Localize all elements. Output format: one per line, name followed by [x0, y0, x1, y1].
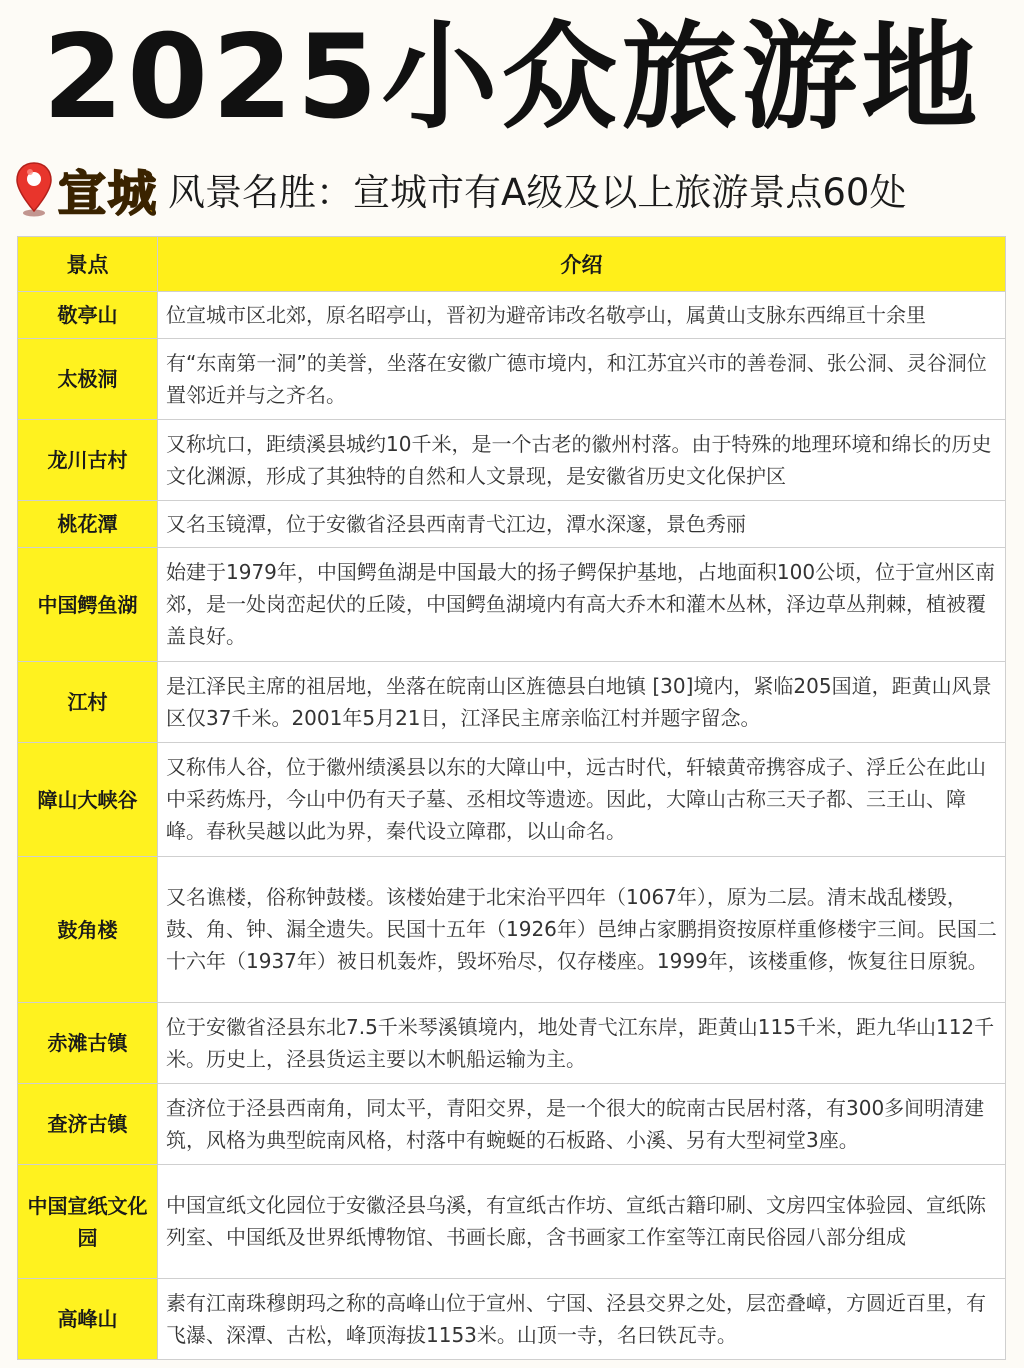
spot-description: 素有江南珠穆朗玛之称的高峰山位于宣州、宁国、泾县交界之处，层峦叠嶂，方圆近百里，有飞瀑、深潭、古松，峰顶海拔1153米。山顶一寺，名曰铁瓦寺。: [158, 1279, 1006, 1360]
table-row: [18, 743, 1006, 857]
table-row: [18, 548, 1006, 662]
table-row: [18, 662, 1006, 743]
column-header-intro: 介绍: [158, 237, 1006, 292]
spot-name: 赤滩古镇: [18, 1003, 158, 1084]
table-row: [18, 1165, 1006, 1279]
table-row: [18, 292, 1006, 339]
spot-name: 查济古镇: [18, 1084, 158, 1165]
spot-description: 又名谯楼，俗称钟鼓楼。该楼始建于北宋治平四年（1067年），原为二层。清末战乱楼毁，鼓、角、钟、漏全遗失。民国十五年（1926年）邑绅占家鹏捐资按原样重修楼宇三间。民国二十六年（1937年）被日机轰炸，毁坏殆尽，仅存楼座。1999年，该楼重修，恢复往日原貌。: [158, 857, 1006, 1003]
page-title: 2025小众旅游地: [42, 10, 982, 145]
spot-name: 龙川古村: [18, 420, 158, 501]
city-name: 宣城: [58, 165, 159, 222]
table-row: [18, 339, 1006, 420]
spot-description: 是江泽民主席的祖居地，坐落在皖南山区旌德县白地镇 [30]境内，紧临205国道，距黄山风景区仅37千米。2001年5月21日，江泽民主席亲临江村并题字留念。: [158, 662, 1006, 743]
spot-description: 始建于1979年，中国鳄鱼湖是中国最大的扬子鳄保护基地，占地面积100公顷，位于宣州区南郊，是一处岗峦起伏的丘陵，中国鳄鱼湖境内有高大乔木和灌木丛林，泽边草丛荆棘，植被覆盖良好。: [158, 548, 1006, 662]
spot-description: 位宣城市区北郊，原名昭亭山，晋初为避帝讳改名敬亭山，属黄山支脉东西绵亘十余里: [158, 292, 1006, 339]
location-pin-icon: [14, 159, 54, 219]
spot-description: 又称坑口，距绩溪县城约10千米，是一个古老的徽州村落。由于特殊的地理环境和绵长的历史文化渊源，形成了其独特的自然和人文景现，是安徽省历史文化保护区: [158, 420, 1006, 501]
spot-name: 江村: [18, 662, 158, 743]
table-row: [18, 420, 1006, 501]
attractions-table: [17, 236, 1006, 1360]
spot-name: 中国鳄鱼湖: [18, 548, 158, 662]
table-row: [18, 1279, 1006, 1360]
spot-name: 高峰山: [18, 1279, 158, 1360]
table-row: [18, 1003, 1006, 1084]
table-row: [18, 1084, 1006, 1165]
attractions-table-wrap: [17, 236, 1005, 1360]
subtitle: 风景名胜：宣城市有A级及以上旅游景点60处: [168, 171, 907, 214]
spot-description: 位于安徽省泾县东北7.5千米琴溪镇境内，地处青弋江东岸，距黄山115千米，距九华山112千米。历史上，泾县货运主要以木帆船运输为主。: [158, 1003, 1006, 1084]
spot-description: 有“东南第一洞”的美誉，坐落在安徽广德市境内，和江苏宜兴市的善卷洞、张公洞、灵谷洞位置邻近并与之齐名。: [158, 339, 1006, 420]
subtitle-row: [14, 154, 1014, 224]
spot-name: 鼓角楼: [18, 857, 158, 1003]
spot-description: 又名玉镜潭，位于安徽省泾县西南青弋江边，潭水深邃，景色秀丽: [158, 501, 1006, 548]
table-row: [18, 501, 1006, 548]
spot-name: 敬亭山: [18, 292, 158, 339]
column-header-spot: 景点: [18, 237, 158, 292]
table-row: [18, 857, 1006, 1003]
spot-name: 太极洞: [18, 339, 158, 420]
spot-name: 障山大峡谷: [18, 743, 158, 857]
spot-description: 又称伟人谷，位于徽州绩溪县以东的大障山中，远古时代，轩辕黄帝携容成子、浮丘公在此山中采药炼丹，今山中仍有天子墓、丞相坟等遗迹。因此，大障山古称三天子都、三王山、障峰。春秋吴越以此为界，秦代设立障郡，以山命名。: [158, 743, 1006, 857]
spot-name: 中国宣纸文化园: [18, 1165, 158, 1279]
spot-description: 中国宣纸文化园位于安徽泾县乌溪，有宣纸古作坊、宣纸古籍印刷、文房四宝体验园、宣纸陈列室、中国纸及世界纸博物馆、书画长廊，含书画家工作室等江南民俗园八部分组成: [158, 1165, 1006, 1279]
spot-name: 桃花潭: [18, 501, 158, 548]
spot-description: 查济位于泾县西南角，同太平，青阳交界，是一个很大的皖南古民居村落，有300多间明清建筑，风格为典型皖南风格，村落中有蜿蜒的石板路、小溪、另有大型祠堂3座。: [158, 1084, 1006, 1165]
table-header-row: [18, 237, 1006, 292]
